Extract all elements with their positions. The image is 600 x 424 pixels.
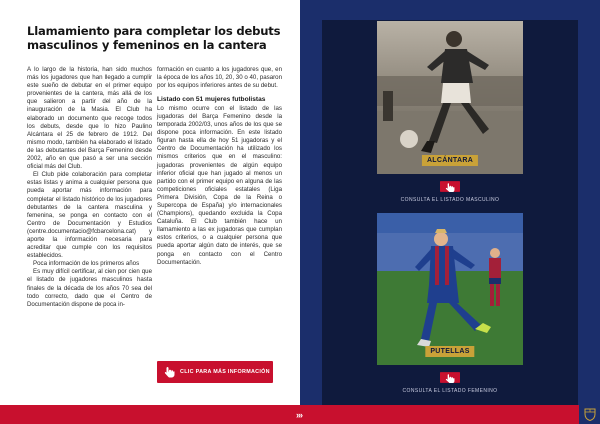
paragraph: Poca información de los primeros años — [33, 260, 140, 268]
paragraph: formación en cuanto a los jugadores que, en la época de los años 10, 20, 30 o 40, pasaron por los equipos inferiores antes de su debut. — [157, 66, 282, 90]
fcb-crest-icon — [579, 405, 600, 424]
article-title: Llamamiento para completar los debuts masculinos y femeninos en la cantera — [27, 24, 281, 52]
next-page-button[interactable] — [286, 405, 312, 424]
mens-list-link[interactable]: CONSULTA EL LISTADO MASCULINO — [400, 197, 500, 203]
putellas-name-tag: PUTELLAS — [425, 346, 474, 357]
crest-icon — [584, 408, 596, 421]
article-column-1 — [27, 66, 152, 309]
hand-pointer-icon[interactable] — [440, 372, 460, 383]
article-column-2 — [157, 66, 282, 267]
womens-list-link[interactable]: CONSULTA EL LISTADO FEMENINO — [402, 388, 498, 394]
hand-pointer-icon — [163, 366, 175, 378]
more-info-label: CLIC PARA MÁS INFORMACIÓN — [180, 369, 270, 375]
modern-photo-illustration — [377, 213, 523, 365]
alcantara-photo — [377, 21, 523, 174]
subheading: Listado con 51 mujeres futbolistas — [157, 96, 266, 104]
hand-pointer-icon[interactable] — [440, 181, 460, 192]
paragraph: Es muy difícil certificar, al cien por cien que el listado de jugadores masculinos hasta finales de la década de los años 70 sea del todo correcto, dado que el Centro de Documentación dispone de poca in- — [27, 268, 152, 308]
paragraph: Lo mismo ocurre con el listado de las jugadoras del Barça Femenino desde la temporada 2002/03, unos años de los que se dispone poca información. En este listado figuran hasta ella de hoy 51 jugadoras y el Centro de Documentación ha utilizado los mismos criterios que en el masculino: jugadoras provenientes de algún equipo inferior oficial que han jugado al menos un partido con el primer equipo en alguna de las competiciones oficiales estatales (Liga Primera División, Copa de la Reina o Supercopa de España) y/o internacionales (Champions), quedando excluida la Copa Cataluña. El Club también hace un llamamiento a las ex jugadoras que cumplan estos criterios, o a cualquier persona que pueda aportar algún dato de interés, que se ponga en contacto con el Centro Documentación. — [157, 104, 282, 266]
alcantara-name-tag: ALCÁNTARA — [422, 155, 478, 166]
historic-photo-illustration — [377, 21, 523, 174]
paragraph: El Club pide colaboración para completar estas listas y anima a cualquier persona que pueda aportar más información para completar el listado histórico de los jugadores debutantes de la cantera masculina y femenina, se ponga en contacto con el Centro de Documentación y Estudios (centre.documentacio@fcbarcelona.cat) y aporte la información necesaria para acreditar que cumple con los requisitos establecidos. — [27, 171, 152, 260]
paragraph: A lo largo de la historia, han sido muchos más los jugadores que han llegado a cumplir este sueño de debutar en el primer equipo provenientes de la cantera, más allá de los que salieron a partir del año de la inauguración de la Masia. El Club ha elaborado un documento que recoge todos los debuts, desde que lo hizo Paulino Alcántara el 25 de febrero de 1912. Del mismo modo, también ha elaborado el listado de las debutantes del Barça Femenino desde 2002, año en que pasó a ser una sección oficial más del Club. — [27, 66, 152, 171]
chevrons-icon: ››› — [296, 409, 302, 420]
more-info-button[interactable] — [157, 361, 273, 383]
putellas-photo — [377, 213, 523, 365]
